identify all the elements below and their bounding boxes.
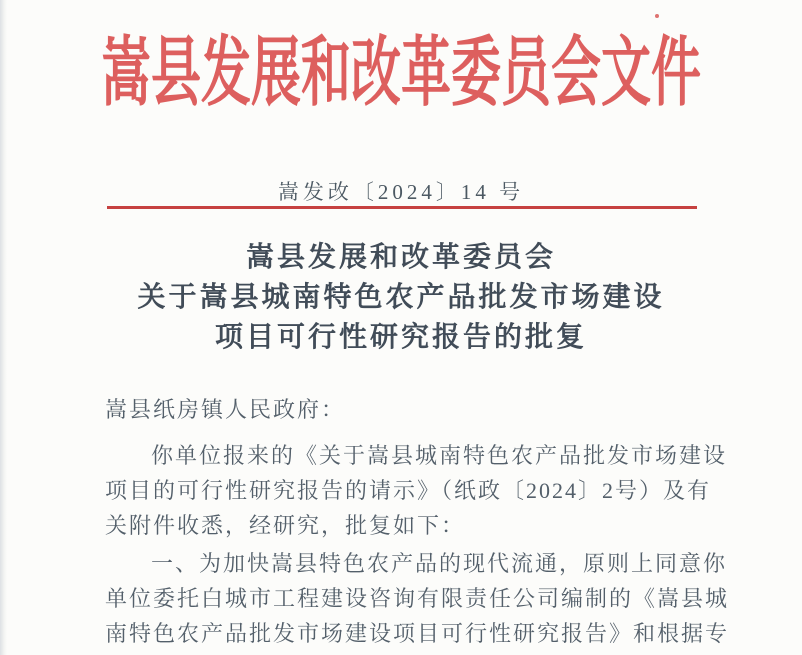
salutation: 嵩县纸房镇人民政府：: [105, 397, 346, 422]
document-body: [105, 392, 730, 654]
document-title: [0, 237, 802, 357]
paragraph-1-line-3: 关附件收悉，经研究，批复如下：: [105, 513, 466, 538]
title-line-3: 项目可行性研究报告的批复: [214, 321, 587, 352]
red-separator-line: [107, 206, 697, 209]
title-line-1: 嵩县发展和改革委员会: [245, 241, 556, 272]
paragraph-2-line-2: 单位委托白城市工程建设咨询有限责任公司编制的《嵩县城: [105, 586, 730, 611]
paragraph-1: [105, 438, 728, 543]
agency-banner: 嵩县发展和改革委员会文件: [101, 30, 701, 116]
paragraph-2-line-3: 南特色农产品批发市场建设项目可行性研究报告》和根据专: [105, 621, 730, 646]
paragraph-1-line-2: 项目的可行性研究报告的请示》（纸政〔2024〕2号）及有: [105, 478, 712, 503]
paragraph-1-line-1: 你单位报来的《关于嵩县城南特色农产品批发市场建设: [151, 443, 728, 468]
paragraph-2-line-1: 一、为加快嵩县特色农产品的现代流通，原则上同意你: [151, 551, 728, 576]
title-line-2: 关于嵩县城南特色农产品批发市场建设: [137, 281, 665, 312]
document-number: 嵩发改〔2024〕14 号: [277, 180, 525, 204]
paragraph-2: [105, 546, 730, 651]
